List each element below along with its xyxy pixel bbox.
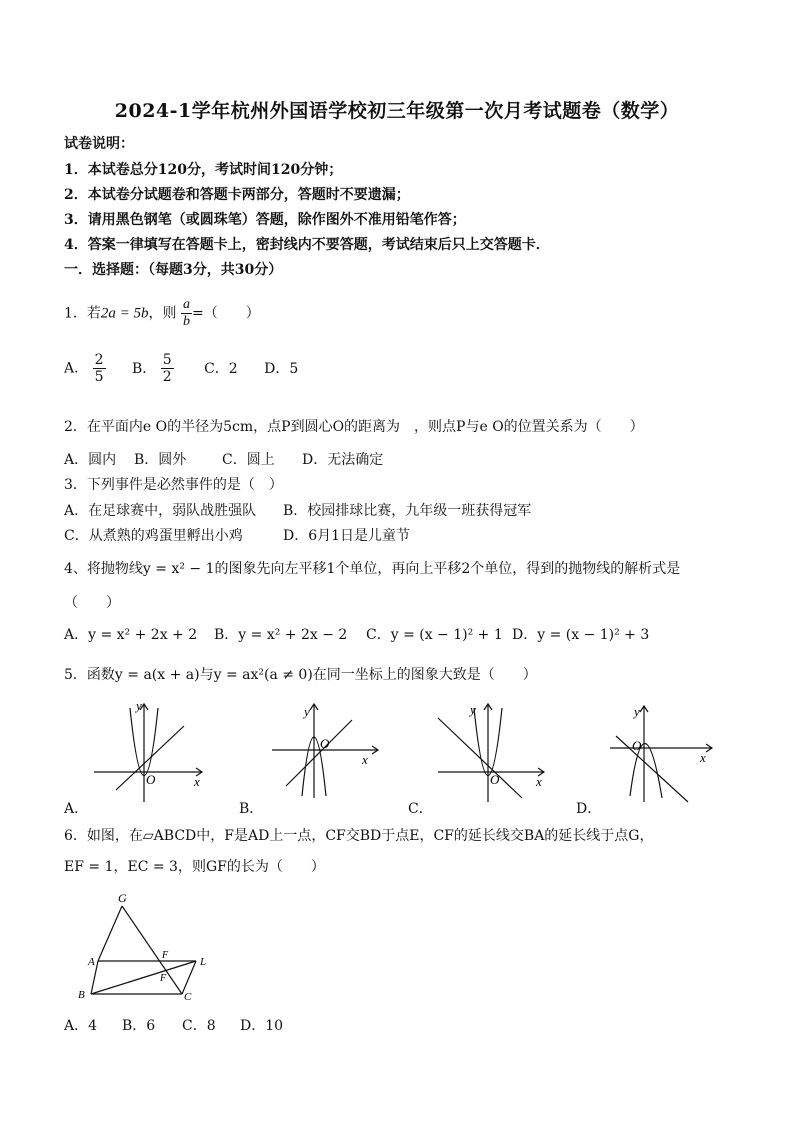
q6-segment-dc bbox=[182, 961, 196, 994]
graph-b-line bbox=[286, 720, 352, 786]
q4-option-a: A．y = x² + 2x + 2 bbox=[64, 627, 198, 643]
q5-option-c: C． bbox=[408, 801, 433, 817]
instruction-item-4: 4．答案一律填写在答题卡上，密封线内不要答题，考试结束后只上交答题卡． bbox=[64, 237, 550, 253]
q1-option-d: D．5 bbox=[264, 360, 299, 377]
instructions-heading: 试卷说明： bbox=[64, 136, 134, 152]
graph-d-x-label: x bbox=[700, 750, 706, 765]
q3-option-a: A．在足球赛中，弱队战胜强队 bbox=[64, 503, 257, 519]
q6-label-c: C bbox=[184, 991, 192, 1003]
q5-option-d: D． bbox=[576, 801, 602, 817]
q5-graph-a bbox=[90, 698, 210, 808]
graph-a-origin: O bbox=[146, 772, 156, 787]
q1-option-a-den: 5 bbox=[94, 369, 104, 385]
q6-option-b: B．6 bbox=[122, 1018, 156, 1034]
q3-option-d: D．6月1日是儿童节 bbox=[283, 528, 411, 544]
page-title: 2024-1学年杭州外国语学校初三年级第一次月考试题卷（数学） bbox=[114, 100, 680, 122]
graph-c-line bbox=[438, 718, 522, 798]
q6-segment-ga bbox=[98, 906, 122, 961]
question-5: 5．函数y = a(x + a)与y = ax²(a ≠ 0)在同一坐标上的图象大致是（ ） bbox=[64, 667, 537, 683]
q6-option-a: A．4 bbox=[64, 1018, 98, 1034]
q1-option-b-fraction bbox=[161, 352, 174, 385]
question-6-line-2: EF = 1，EC = 3，则GF的长为（ ） bbox=[64, 859, 325, 875]
instruction-item-3: 3．请用黑色钢笔（或圆珠笔）答题，除作图外不准用铅笔作答； bbox=[64, 212, 466, 228]
q6-label-b: B bbox=[78, 989, 85, 1001]
q6-label-g: G bbox=[118, 891, 127, 905]
question-1 bbox=[64, 297, 260, 330]
q2-option-c: C．圆上 bbox=[222, 452, 275, 468]
q2-option-a: A．圆内 bbox=[64, 452, 117, 468]
graph-c-origin: O bbox=[490, 772, 500, 787]
q1-mid: ，则 bbox=[148, 305, 177, 322]
q1-fraction-num: a bbox=[183, 297, 190, 312]
section-heading: 一．选择题：（每题3分，共30分） bbox=[64, 262, 283, 278]
q2-option-d: D．无法确定 bbox=[302, 452, 384, 468]
q1-option-c: C．2 bbox=[204, 360, 238, 377]
q1-option-a-label: A． bbox=[64, 360, 89, 377]
question-3: 3．下列事件是必然事件的是（ ） bbox=[64, 477, 283, 493]
q5-graph-b bbox=[266, 698, 386, 808]
question-6-line-1: 6．如图，在▱ABCD中，F是AD上一点，CF交BD于点E，CF的延长线交BA的延长线于点G， bbox=[64, 828, 654, 844]
q6-label-f: F bbox=[162, 950, 169, 961]
q1-option-a-num: 2 bbox=[94, 352, 104, 368]
q2-option-b: B．圆外 bbox=[134, 452, 187, 468]
graph-b-origin: O bbox=[320, 736, 330, 751]
q6-label-a: A bbox=[88, 956, 95, 968]
instruction-item-1: 1．本试卷总分120分，考试时间120分钟； bbox=[64, 162, 343, 178]
q4-blank: （ ） bbox=[64, 595, 120, 611]
q1-option-b-label: B． bbox=[131, 360, 157, 377]
q1-options bbox=[64, 352, 298, 385]
q4-option-b: B．y = x² + 2x − 2 bbox=[214, 627, 348, 643]
q3-option-b: B．校园排球比赛，九年级一班获得冠军 bbox=[283, 503, 532, 519]
graph-a-y-label: y bbox=[136, 698, 142, 713]
q5-option-b: B． bbox=[239, 801, 264, 817]
q1-prefix: 1．若 bbox=[64, 305, 101, 322]
graph-c-y-label: y bbox=[470, 702, 476, 717]
q4-option-d: D．y = (x − 1)² + 3 bbox=[512, 627, 650, 643]
q1-fraction-den: b bbox=[183, 314, 190, 329]
instruction-item-2: 2．本试卷分试题卷和答题卡两部分，答题时不要遗漏； bbox=[64, 187, 410, 203]
graph-a-x-label: x bbox=[194, 774, 200, 789]
question-4: 4、将抛物线y = x² − 1的图象先向左平移1个单位，再向上平移2个单位，得到的抛物线的解析式是 bbox=[64, 561, 681, 577]
q5-option-a: A． bbox=[64, 801, 89, 817]
q3-option-c: C．从煮熟的鸡蛋里孵出小鸡 bbox=[64, 528, 243, 544]
q6-segment-bd bbox=[91, 961, 196, 994]
graph-c-x-label: x bbox=[536, 774, 542, 789]
q5-graph-c bbox=[432, 698, 552, 808]
graph-d-line bbox=[616, 736, 688, 802]
q6-figure bbox=[72, 888, 222, 1008]
question-2: 2．在平面内e O的半径为5cm，点P到圆心O的距离为 ，则点P与e O的位置关系为（ ） bbox=[64, 419, 644, 435]
q1-option-b-num: 5 bbox=[162, 352, 172, 368]
q6-label-d: L bbox=[200, 956, 207, 968]
q6-option-d: D．10 bbox=[240, 1018, 284, 1034]
graph-d-y-label: y bbox=[634, 704, 640, 719]
graph-b-x-label: x bbox=[362, 752, 368, 767]
graph-d-origin: O bbox=[632, 738, 642, 753]
q6-label-e: F bbox=[160, 973, 167, 984]
q1-fraction bbox=[181, 297, 192, 330]
q1-option-a-fraction bbox=[93, 352, 106, 385]
q1-condition: 2a = 5b bbox=[100, 305, 149, 322]
q4-option-c: C．y = (x − 1)² + 1 bbox=[366, 627, 503, 643]
q1-option-b-den: 2 bbox=[162, 369, 172, 385]
q1-suffix: =（ ） bbox=[192, 305, 260, 322]
q6-option-c: C．8 bbox=[182, 1018, 216, 1034]
q5-graph-d bbox=[604, 698, 724, 808]
graph-b-y-label: y bbox=[304, 704, 310, 719]
